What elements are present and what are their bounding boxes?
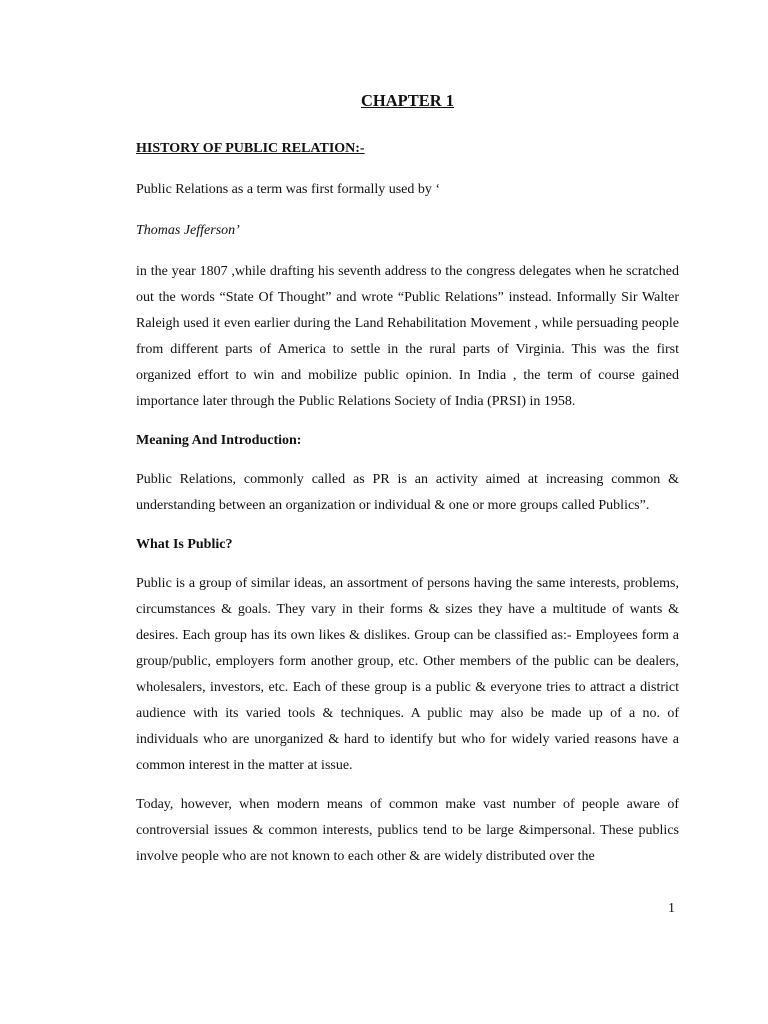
page-number: 1 xyxy=(668,901,675,916)
history-paragraph: in the year 1807 ,while drafting his seventh address to the congress delegates when he scratched out the words “State Of Thought” and wrote “Public Relations” instead. Informally Sir Walter Raleigh used it even earlier during the Land Rehabilitation Movement , while persuading people from different parts of America to settle in the rural parts of Virginia. This was the first organized effort to win and mobilize public opinion. In India , the term of course gained importance later through the Public Relations Society of India (PRSI) in 1958. xyxy=(136,264,679,409)
public-paragraph-1: Public is a group of similar ideas, an assortment of persons having the same interests, problems, circumstances & goals. They vary in their forms & sizes they have a multitude of wants & desires. Each group has its own likes & dislikes. Group can be classified as:- Employees form a group/public, employers form another group, etc. Other members of the public can be dealers, wholesalers, investors, etc. Each of these group is a public & everyone tries to attract a district audience with its varied tools & techniques. A public may also be made up of a no. of individuals who are unorganized & hard to identify but who for widely varied reasons have a common interest in the matter at issue. xyxy=(136,576,679,773)
meaning-heading: Meaning And Introduction: xyxy=(136,433,302,448)
history-intro-line: Public Relations as a term was first formally used by ‘ xyxy=(136,182,441,197)
public-paragraph-2: Today, however, when modern means of common make vast number of people aware of controversial issues & common interests, publics tend to be large &impersonal. These publics involve people who are not known to each other & are widely distributed over the xyxy=(136,797,679,864)
chapter-title: CHAPTER 1 xyxy=(360,91,455,110)
public-heading: What Is Public? xyxy=(136,537,233,552)
meaning-paragraph: Public Relations, commonly called as PR is an activity aimed at increasing common & understanding between an organization or individual & one or more groups called Publics”. xyxy=(136,472,679,513)
page-content xyxy=(136,88,679,883)
history-name-line: Thomas Jefferson’ xyxy=(136,223,240,238)
history-heading: HISTORY OF PUBLIC RELATION:- xyxy=(136,141,365,156)
